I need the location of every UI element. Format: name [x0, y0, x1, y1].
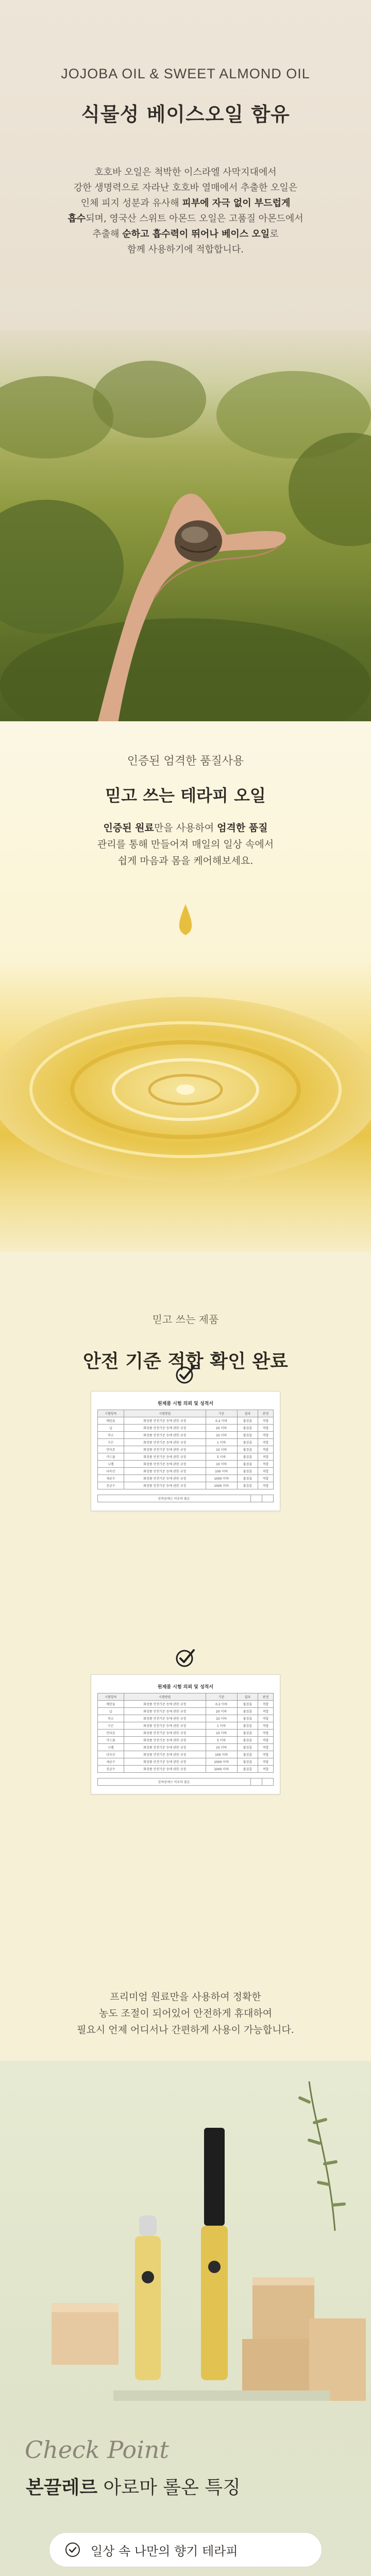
report-table: 시험항목 시험방법 기준 결과 판정 메탄올 화장품 안전기준 등에 관한 규정 0.2 이하 불검출 적합 납 화장품 안전기준 등에 관한 규정 20 이하 불검출 적합 비소 화장품 안전기준 등에 관한 규정 10 이하 불검출 적합 수은 화장품 안전기준 등에 관한 규정 1 이하 불검출 적합 안티몬 화장품 안전기준 등에 관한 규정 10 이하 불검출 적합 카드뮴 화장품 안전기준 등에 관한 규정 5 이하 불검출 적합 니켈 화장품 안전기준 등에 관한 규정 10 이하 불검출 적합 디옥산 화장품 안전기준 등에 관한 규정 100 이하 불검출 적합 세균수 화장품 안전기준 등에 관한 규정 1000 이하 불검출 적합 진균수 화장품 안전기준 등에 관한 규정 1000 이하 불검출 적합 [97, 1693, 274, 1773]
body-line: 강한 생명력으로 자라난 호호바 열매에서 추출한 오일은 [73, 182, 298, 193]
table-row: 디옥산 화장품 안전기준 등에 관한 규정 100 이하 불검출 적합 [98, 1751, 274, 1758]
section-title: 본끌레르 아로마 롤온 특징 [26, 2477, 241, 2498]
section-subtitle: 인증된 엄격한 품질사용 [127, 755, 244, 768]
table-row: 세균수 화장품 안전기준 등에 관한 규정 1000 이하 불검출 적합 [98, 1475, 274, 1482]
section-body [0, 820, 371, 869]
body-line: 함께 사용하기에 적합합니다. [127, 244, 244, 255]
therapy-oil-section [0, 721, 371, 1252]
section-title: 식물성 베이스오일 함유 [81, 103, 290, 126]
report-footer: 본바른에스 아로마 롤온 [97, 1495, 274, 1502]
oil-ripple-illustration [0, 873, 371, 1234]
table-row: 카드뮴 화장품 안전기준 등에 관한 규정 5 이하 불검출 적합 [98, 1737, 274, 1744]
table-row: 수은 화장품 안전기준 등에 관한 규정 1 이하 불검출 적합 [98, 1439, 274, 1446]
table-row: 안티몬 화장품 안전기준 등에 관한 규정 10 이하 불검출 적합 [98, 1730, 274, 1737]
section-title: 믿고 쓰는 테라피 오일 [105, 786, 266, 805]
body-line: 인체 피지 성분과 유사해 피부에 자극 없이 부드럽게 [80, 198, 291, 209]
table-row: 메탄올 화장품 안전기준 등에 관한 규정 0.2 이하 불검출 적합 [98, 1701, 274, 1708]
section-body [0, 165, 371, 258]
report-footer: 본바른에스 아로마 롤온 [97, 1778, 274, 1786]
check-icon [174, 1363, 197, 1385]
report-title: 원제품 시험 의뢰 및 성적서 [157, 1685, 214, 1690]
body-line: 관리를 통해 만들어져 매일의 일상 속에서 [97, 839, 274, 850]
body-line: 호호바 오일은 척박한 이스라엘 사막지대에서 [94, 167, 277, 178]
section-title: 안전 기준 적합 확인 완료 [83, 1351, 288, 1372]
check-icon [174, 1646, 197, 1669]
table-row: 카드뮴 화장품 안전기준 등에 관한 규정 5 이하 불검출 적합 [98, 1453, 274, 1461]
table-row: 수은 화장품 안전기준 등에 관한 규정 1 이하 불검출 적합 [98, 1722, 274, 1730]
body-line: 인증된 원료만을 사용하여 엄격한 품질 [103, 822, 268, 834]
table-row: 디옥산 화장품 안전기준 등에 관한 규정 100 이하 불검출 적합 [98, 1468, 274, 1475]
product-photo [0, 2061, 371, 2421]
table-row: 비소 화장품 안전기준 등에 관한 규정 10 이하 불검출 적합 [98, 1715, 274, 1722]
base-oil-intro [0, 0, 371, 330]
table-row: 메탄올 화장품 안전기준 등에 관한 규정 0.2 이하 불검출 적합 [98, 1417, 274, 1425]
safety-test-section [0, 1252, 371, 2061]
section-subtitle: 믿고 쓰는 제품 [152, 1313, 219, 1326]
table-row: 니켈 화장품 안전기준 등에 관한 규정 10 이하 불검출 적합 [98, 1744, 274, 1751]
table-row: 납 화장품 안전기준 등에 관한 규정 20 이하 불검출 적합 [98, 1708, 274, 1715]
check-icon [65, 2542, 80, 2557]
feature-pill [49, 2532, 322, 2567]
hand-with-seed-illustration [0, 330, 371, 721]
base-oil-section [0, 0, 371, 721]
table-row: 니켈 화장품 안전기준 등에 관한 규정 10 이하 불검출 적합 [98, 1461, 274, 1468]
section-body [0, 1989, 371, 2038]
test-report-document [91, 1391, 280, 1511]
table-row: 비소 화장품 안전기준 등에 관한 규정 10 이하 불검출 적합 [98, 1432, 274, 1439]
check-point-script: Check Point [25, 2436, 169, 2464]
test-report-document [91, 1674, 280, 1794]
body-line: 흡수되며, 영국산 스위트 아몬드 오일은 고품질 아몬드에서 [68, 213, 303, 224]
report-title: 원제품 시험 의뢰 및 성적서 [157, 1401, 214, 1406]
eyebrow-text: JOJOBA OIL & SWEET ALMOND OIL [61, 66, 310, 81]
body-line: 필요시 언제 어디서나 간편하게 사용이 가능합니다. [77, 2024, 294, 2036]
table-row: 안티몬 화장품 안전기준 등에 관한 규정 10 이하 불검출 적합 [98, 1446, 274, 1453]
jojoba-hand-photo [0, 330, 371, 721]
table-row: 진균수 화장품 안전기준 등에 관한 규정 1000 이하 불검출 적합 [98, 1482, 274, 1489]
body-line: 추출해 순하고 흡수력이 뛰어나 베이스 오일로 [92, 229, 279, 240]
table-row: 납 화장품 안전기준 등에 관한 규정 20 이하 불검출 적합 [98, 1425, 274, 1432]
body-line: 프리미엄 원료만을 사용하여 정확한 [110, 1991, 261, 2003]
table-row: 진균수 화장품 안전기준 등에 관한 규정 1000 이하 불검출 적합 [98, 1766, 274, 1773]
body-line: 농도 조절이 되어있어 안전하게 휴대하여 [98, 2008, 273, 2019]
check-point-section [0, 2061, 371, 2576]
table-row: 세균수 화장품 안전기준 등에 관한 규정 1000 이하 불검출 적합 [98, 1758, 274, 1766]
report-table: 시험항목 시험방법 기준 결과 판정 메탄올 화장품 안전기준 등에 관한 규정 0.2 이하 불검출 적합 납 화장품 안전기준 등에 관한 규정 20 이하 불검출 적합 비소 화장품 안전기준 등에 관한 규정 10 이하 불검출 적합 수은 화장품 안전기준 등에 관한 규정 1 이하 불검출 적합 안티몬 화장품 안전기준 등에 관한 규정 10 이하 불검출 적합 카드뮴 화장품 안전기준 등에 관한 규정 5 이하 불검출 적합 니켈 화장품 안전기준 등에 관한 규정 10 이하 불검출 적합 디옥산 화장품 안전기준 등에 관한 규정 100 이하 불검출 적합 세균수 화장품 안전기준 등에 관한 규정 1000 이하 불검출 적합 진균수 화장품 안전기준 등에 관한 규정 1000 이하 불검출 적합 [97, 1410, 274, 1489]
body-line: 쉽게 마음과 몸을 케어해보세요. [117, 855, 254, 867]
feature-label: 일상 속 나만의 향기 테라피 [91, 2544, 238, 2558]
